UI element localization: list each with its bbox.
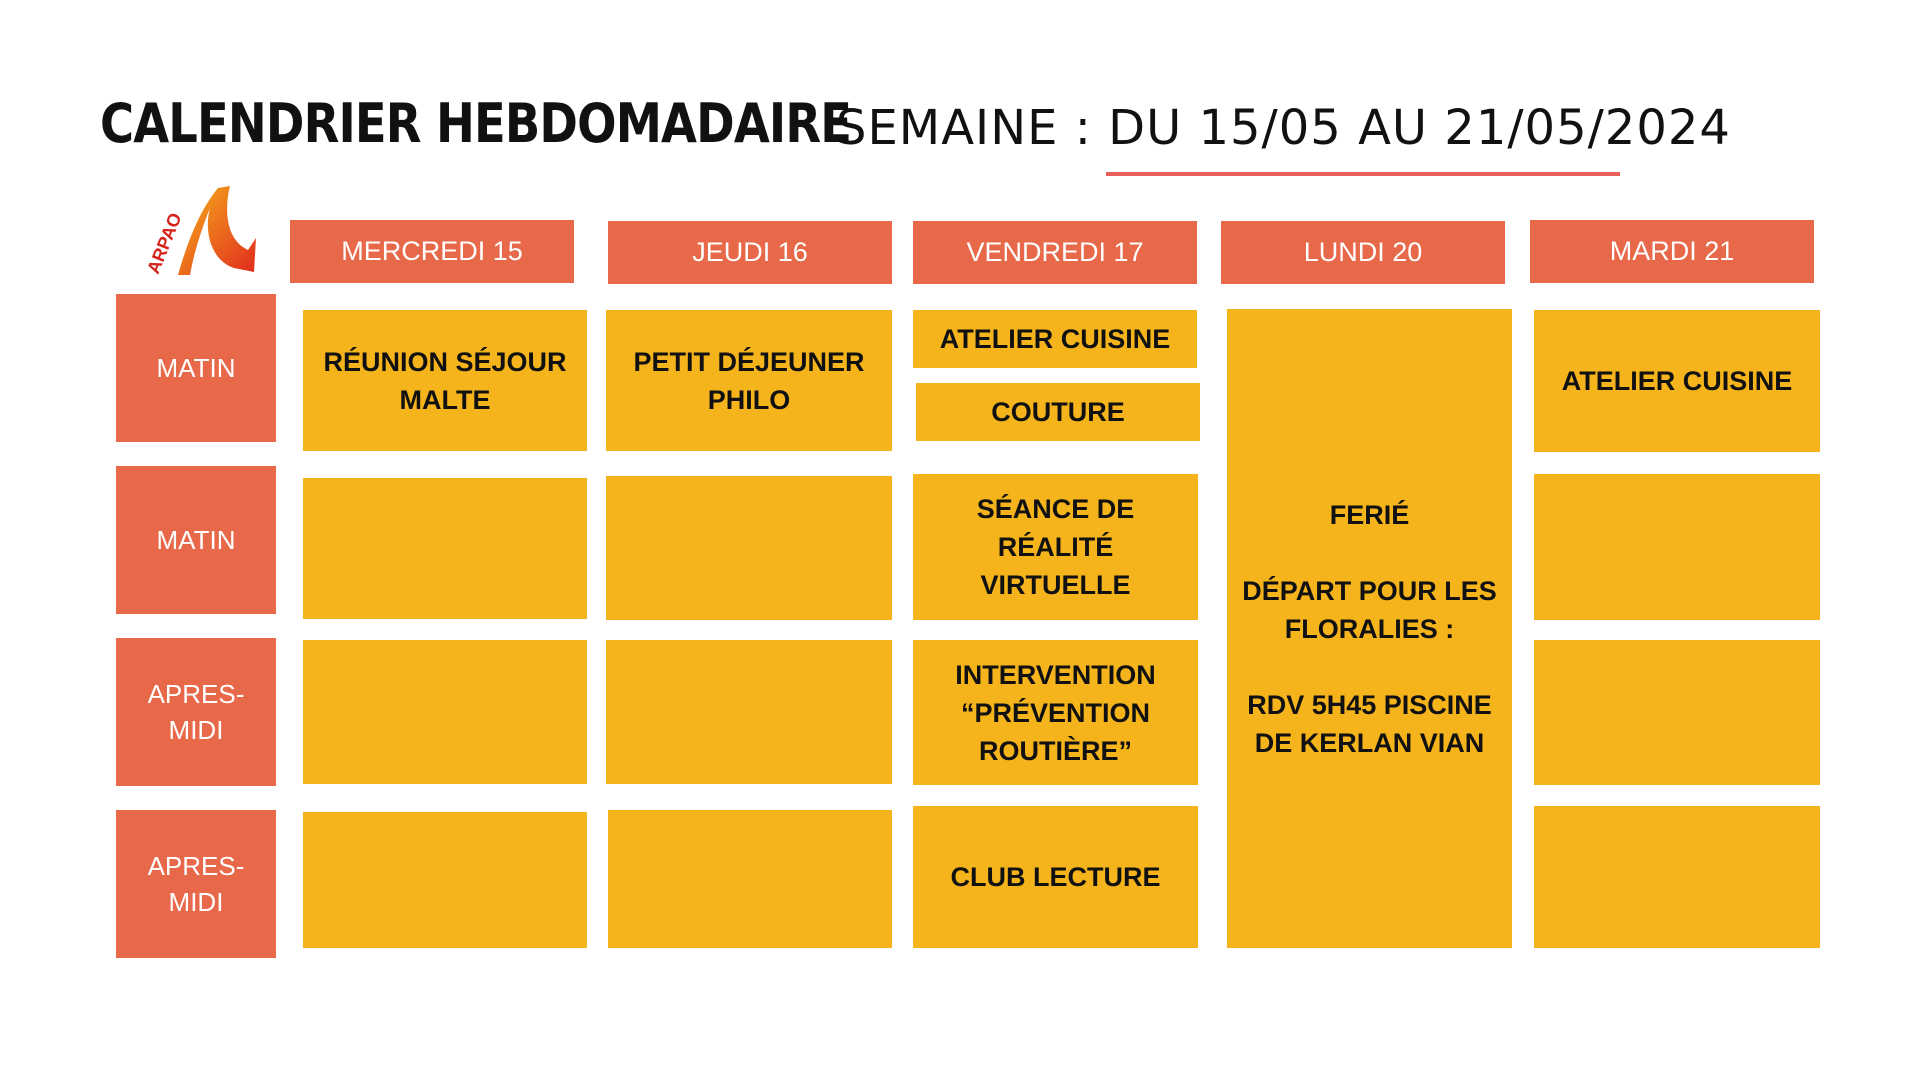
cell-mercredi-apres-midi-2 xyxy=(303,812,587,948)
cell-mardi-matin-1: ATELIER CUISINE xyxy=(1534,310,1820,452)
cell-vendredi-matin-2: SÉANCE DE RÉALITÉ VIRTUELLE xyxy=(913,474,1198,620)
cell-vendredi-matin-1b: COUTURE xyxy=(916,383,1200,441)
week-underline xyxy=(1106,172,1620,176)
cell-mercredi-apres-midi-1 xyxy=(303,640,587,784)
day-header-mercredi: MERCREDI 15 xyxy=(290,220,574,283)
day-header-mardi: MARDI 21 xyxy=(1530,220,1814,283)
day-header-lundi: LUNDI 20 xyxy=(1221,221,1505,284)
cell-mardi-apres-midi-2 xyxy=(1534,806,1820,948)
day-header-vendredi: VENDREDI 17 xyxy=(913,221,1197,284)
arpao-logo xyxy=(138,180,258,280)
cell-jeudi-matin-1: PETIT DÉJEUNER PHILO xyxy=(606,310,892,451)
cell-mercredi-matin-2 xyxy=(303,478,587,619)
cell-vendredi-apres-midi-1: INTERVENTION “PRÉVENTION ROUTIÈRE” xyxy=(913,640,1198,785)
slot-label-matin-1: MATIN xyxy=(116,294,276,442)
logo-text: ARPAO xyxy=(143,209,186,277)
week-dates: DU 15/05 AU 21/05/2024 xyxy=(1108,100,1731,156)
page-title: CALENDRIER HEBDOMADAIRE xyxy=(100,92,852,155)
week-prefix: SEMAINE : xyxy=(836,100,1109,156)
cell-jeudi-apres-midi-2 xyxy=(608,810,892,948)
slot-label-apres-midi-1: APRES- MIDI xyxy=(116,638,276,786)
slot-label-matin-2: MATIN xyxy=(116,466,276,614)
cell-mercredi-matin-1: RÉUNION SÉJOUR MALTE xyxy=(303,310,587,451)
cell-vendredi-matin-1a: ATELIER CUISINE xyxy=(913,310,1197,368)
cell-mardi-matin-2 xyxy=(1534,474,1820,620)
cell-lundi-ferie: FERIÉ DÉPART POUR LES FLORALIES : RDV 5H45 PISCINE DE KERLAN VIAN xyxy=(1227,309,1512,948)
cell-vendredi-apres-midi-2: CLUB LECTURE xyxy=(913,806,1198,948)
cell-jeudi-matin-2 xyxy=(606,476,892,620)
week-range xyxy=(836,100,1731,156)
cell-jeudi-apres-midi-1 xyxy=(606,640,892,784)
cell-mardi-apres-midi-1 xyxy=(1534,640,1820,785)
slot-label-apres-midi-2: APRES- MIDI xyxy=(116,810,276,958)
day-header-jeudi: JEUDI 16 xyxy=(608,221,892,284)
